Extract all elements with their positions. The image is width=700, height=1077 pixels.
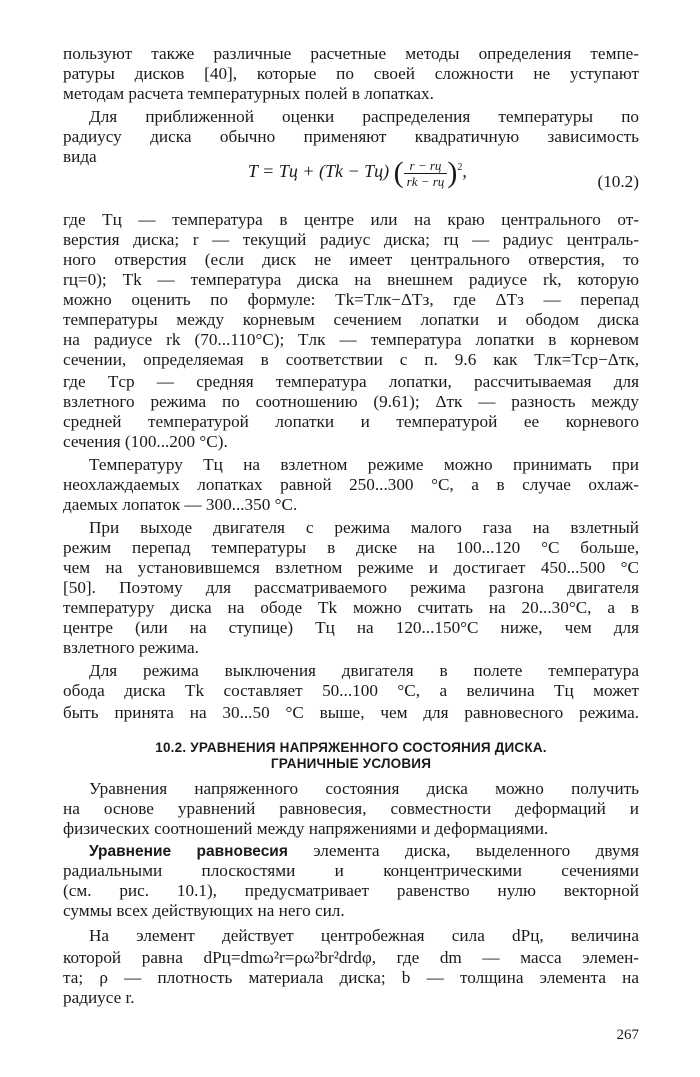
text-line: обода диска Tk составляет 50...100 °C, а величина Tц может	[63, 681, 639, 700]
text-line: быть принята на 30...50 °C выше, чем для равновесного режима.	[63, 703, 639, 722]
text-line: можно оценить по формуле: Tk=Tлк−ΔTз, где ΔTз — перепад	[63, 290, 639, 309]
text-line: физических соотношений между напряжениями и деформациями.	[63, 819, 549, 838]
text-line: та; ρ — плотность материала диска; b — толщина элемента на	[63, 968, 639, 987]
text-span: элемента диска, выделенного двумя	[313, 841, 640, 860]
text-line: вида	[63, 147, 97, 166]
text-line: верстия диска; r — текущий радиус диска; rц — радиус централь-	[63, 230, 639, 249]
text-line: неохлаждаемых лопатках равной 250...300 °C, а в случае охлаж-	[63, 475, 639, 494]
text-line: Для приближенной оценки распределения температуры по	[89, 107, 639, 126]
formula-number: (10.2)	[597, 172, 639, 191]
text-line: где Tц — температура в центре или на краю центрального от-	[63, 210, 639, 229]
text-line: где Tср — средняя температура лопатки, рассчитываемая для	[63, 372, 639, 391]
section-heading-line-2: ГРАНИЧНЫЕ УСЛОВИЯ	[270, 756, 432, 771]
text-line: ратуры дисков [40], которые по своей сложности не уступают	[63, 64, 639, 83]
text-line: Уравнения напряженного состояния диска можно получить	[89, 779, 639, 798]
text-line: На элемент действует центробежная сила dPц, величина	[89, 926, 639, 945]
section-heading-line-1: 10.2. УРАВНЕНИЯ НАПРЯЖЕННОГО СОСТОЯНИЯ ДИСКА.	[155, 740, 547, 755]
formula-exponent: 2	[457, 162, 463, 174]
text-line: ного отверстия (если диск не имеет центрального отверстия, то	[63, 250, 639, 269]
text-line: суммы всех действующих на него сил.	[63, 901, 345, 920]
text-line: взлетного режима по соотношению (9.61); Δтк — разность между	[63, 392, 639, 411]
text-line: [50]. Поэтому для рассматриваемого режима разгона двигателя	[63, 578, 639, 597]
text-line: чем на установившемся взлетном режиме и достигает 450...500 °C	[63, 558, 639, 577]
bold-term: Уравнение равновесия	[89, 843, 288, 860]
text-line: на основе уравнений равновесия, совместности деформаций и	[63, 799, 639, 818]
text-line: (см. рис. 10.1), предусматривает равенство нулю векторной	[63, 881, 639, 900]
formula-expression: T = Tц + (Tk − Tц) ( $\frac{r - rц}{rk - rц}$ )$^2$,	[248, 156, 467, 189]
text-line: режим перепад температуры в диске на 100...120 °C больше,	[63, 538, 639, 557]
text-line: на радиусе rk (70...110°C); Tлк — температура лопатки в корневом	[63, 330, 639, 349]
text-line: При выходе двигателя с режима малого газа на взлетный	[89, 518, 639, 537]
text-line: радиусе r.	[63, 988, 135, 1007]
text-line: rц=0); Tk — температура диска на внешнем радиусе rk, которую	[63, 270, 639, 289]
text-line: которой равна dPц=dmω²r=ρω²br²drdφ, где dm — масса элемен-	[63, 948, 639, 967]
text-line: сечении, определяемая в соответствии с п. 9.6 как Tлк=Tср−Δтк,	[63, 350, 639, 369]
fraction-numerator: r − rц	[404, 158, 448, 174]
text-line	[63, 841, 639, 862]
formula-paren-open: (	[393, 156, 404, 189]
text-line: Температуру Tц на взлетном режиме можно принимать при	[89, 455, 639, 474]
text-line: пользуют также различные расчетные методы определения темпе-	[63, 44, 639, 63]
text-line: даемых лопаток — 300...350 °C.	[63, 495, 298, 514]
text-line: средней температурой лопатки и температурой ее корневого	[63, 412, 639, 431]
text-line: радиусу диска обычно применяют квадратичную зависимость	[63, 127, 639, 146]
page-number: 267	[616, 1027, 639, 1043]
formula-10-2	[63, 156, 639, 206]
text-line: сечения (100...200 °C).	[63, 432, 228, 451]
formula-lhs: T = Tц + (Tk − Tц)	[248, 161, 390, 182]
text-line: методам расчета температурных полей в лопатках.	[63, 84, 434, 103]
fraction-denominator: rk − rц	[406, 173, 445, 189]
formula-fraction	[404, 158, 448, 189]
text-line: температуру диска на ободе Tk можно считать на 20...30°C, а в	[63, 598, 639, 617]
text-line: Для режима выключения двигателя в полете температура	[89, 661, 639, 680]
text-line: радиальными плоскостями и концентрическими сечениями	[63, 861, 639, 880]
text-line: центре (или на ступице) Tц на 120...150°C ниже, чем для	[63, 618, 639, 637]
text-line: температуры между корневым сечением лопатки и ободом диска	[63, 310, 639, 329]
formula-paren-close: )	[447, 156, 458, 189]
text-line: взлетного режима.	[63, 638, 199, 657]
